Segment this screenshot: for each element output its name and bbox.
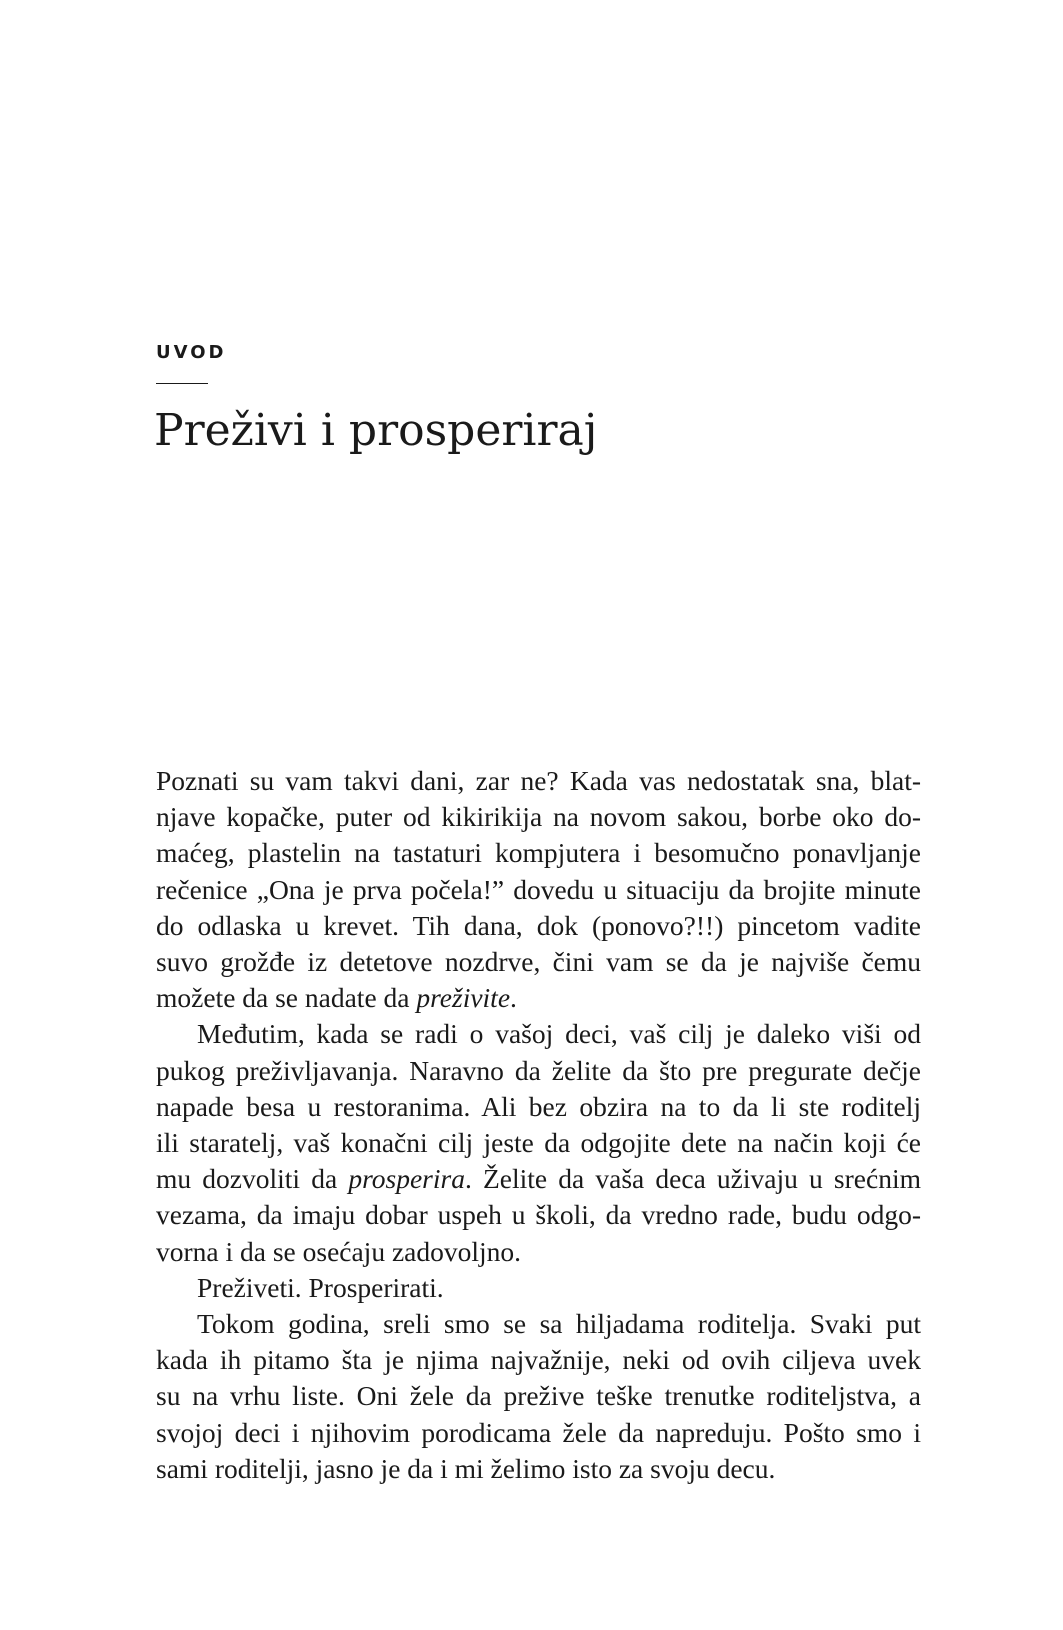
text-line: Tokom godina, sreli smo se sa hiljadama roditelja. Svaki put xyxy=(197,1308,921,1340)
paragraph-2 xyxy=(156,1016,921,1269)
text-line: suvo grožđe iz detetove nozdrve, čini vam se da je najviše čemu xyxy=(156,946,921,978)
text-line: ili staratelj, vaš konačni cilj jeste da odgojite dete na način koji će xyxy=(156,1127,921,1159)
emphasis-text: prosperira xyxy=(348,1163,465,1195)
text-line xyxy=(156,980,921,1016)
body-text xyxy=(156,763,921,1487)
text-line: kada ih pitamo šta je njima najvažnije, neki od ovih ciljeva uvek xyxy=(156,1344,921,1376)
paragraph-4 xyxy=(156,1306,921,1487)
text-line: Poznati su vam takvi dani, zar ne? Kada vas nedostatak sna, blat- xyxy=(156,765,921,796)
text-line: do odlaska u krevet. Tih dana, dok (ponovo?!!) pincetom vadite xyxy=(156,909,921,941)
chapter-divider xyxy=(156,383,208,384)
text-line: vorna i da se osećaju zadovoljno. xyxy=(156,1235,522,1267)
text-run: . xyxy=(510,982,517,1014)
text-line: pukog preživljavanja. Naravno da želite da što pre pregurate dečje xyxy=(156,1054,921,1086)
text-line: Preživeti. Prosperirati. xyxy=(197,1271,444,1303)
text-run: mu dozvoliti da xyxy=(156,1163,349,1195)
paragraph-1 xyxy=(156,763,921,1016)
text-line: su na vrhu liste. Oni žele da prežive teške trenutke roditeljstva, a xyxy=(156,1380,921,1412)
text-line: napade besa u restoranima. Ali bez obzira na to da li ste roditelj xyxy=(156,1090,921,1122)
text-line xyxy=(156,1161,921,1197)
text-line: Međutim, kada se radi o vašoj deci, vaš cilj je daleko viši od xyxy=(197,1018,921,1050)
text-line: sami roditelji, jasno je da i mi želimo isto za svoju decu. xyxy=(156,1452,776,1484)
text-line: rečenice „Ona je prva počela!” dovedu u situaciju da brojite minute xyxy=(156,873,921,905)
text-line: njave kopačke, puter od kikirikija na novom sakou, borbe oko do- xyxy=(156,801,921,833)
text-run: možete da se nadate da xyxy=(156,982,417,1014)
emphasis-text: preživite xyxy=(416,982,511,1014)
chapter-title: Preživi i prosperiraj xyxy=(154,405,598,456)
paragraph-3 xyxy=(156,1270,921,1306)
text-line: maćeg, plastelin na tastaturi kompjutera i besomučno ponavljanje xyxy=(156,837,921,869)
text-line: svojoj deci i njihovim porodicama žele da napreduju. Pošto smo i xyxy=(156,1416,921,1448)
text-line: vezama, da imaju dobar uspeh u školi, da vredno rade, budu odgo- xyxy=(156,1199,921,1231)
text-run: . Želite da vaša deca uživaju u srećnim xyxy=(464,1163,921,1195)
chapter-label: UVOD xyxy=(156,342,227,363)
